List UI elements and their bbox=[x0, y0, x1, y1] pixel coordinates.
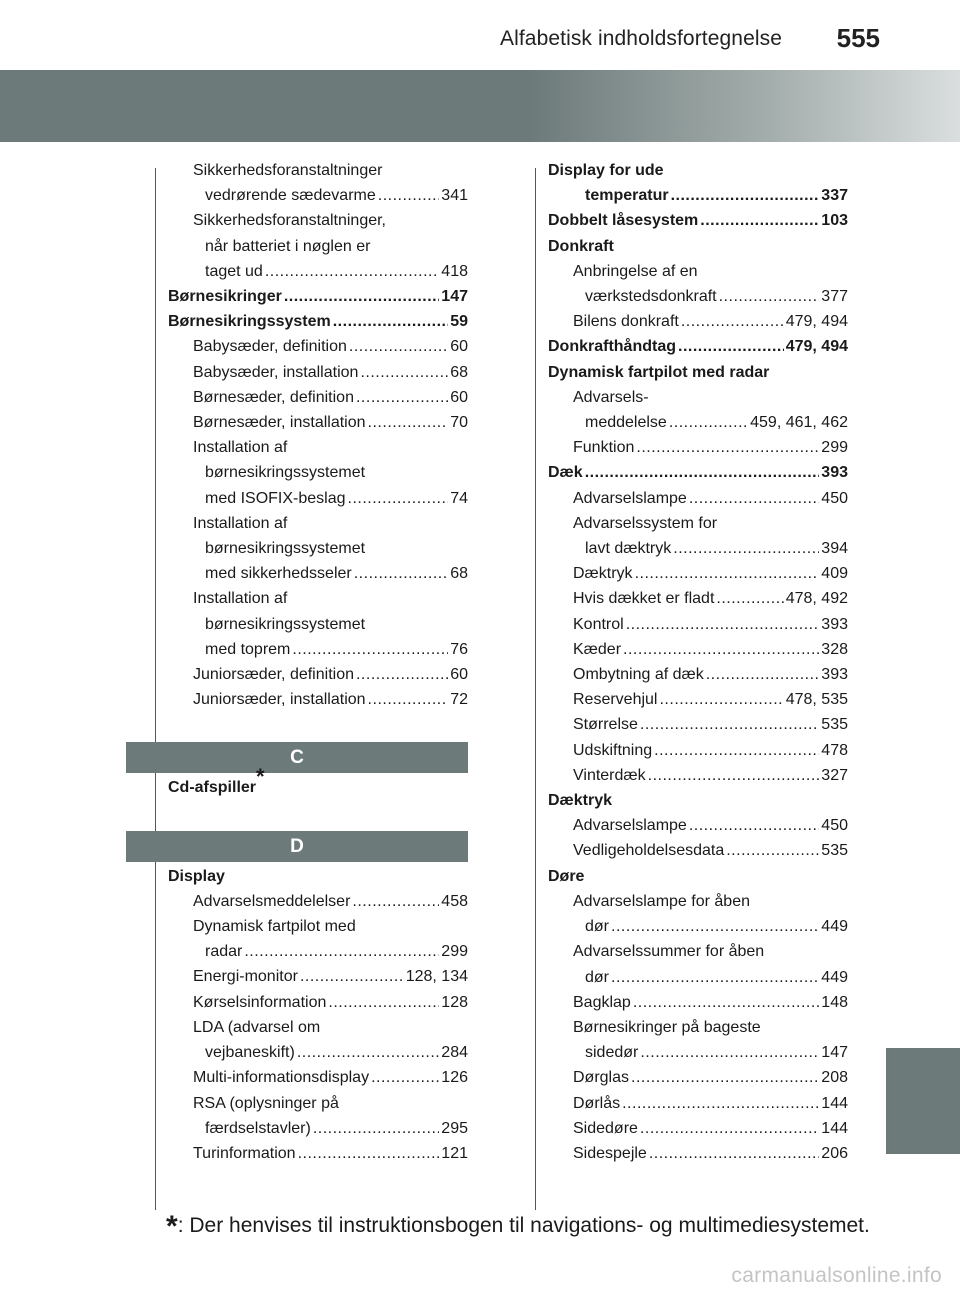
entry-page-ref[interactable]: 59 bbox=[450, 313, 468, 331]
dot-leader bbox=[649, 1141, 819, 1166]
entry-label: Dørlås bbox=[573, 1094, 621, 1112]
index-entry[interactable] bbox=[168, 1116, 468, 1141]
entry-label: LDA (advarsel om bbox=[193, 1018, 321, 1036]
entry-page-ref[interactable]: 103 bbox=[821, 212, 848, 230]
entry-label: Børnesikringer bbox=[168, 288, 282, 306]
entry-label: Advarselslampe for åben bbox=[573, 892, 750, 910]
entry-label: Display bbox=[168, 867, 225, 885]
entry-page-ref[interactable]: 393 bbox=[821, 666, 848, 684]
index-entry[interactable] bbox=[168, 687, 468, 712]
index-entry[interactable] bbox=[168, 410, 468, 435]
thumb-index-tab bbox=[886, 1048, 960, 1154]
entry-label: Børnesæder, installation bbox=[193, 414, 366, 432]
entry-page-ref[interactable]: 449 bbox=[821, 968, 848, 986]
entry-page-ref[interactable]: 72 bbox=[450, 691, 468, 709]
dot-leader bbox=[611, 965, 819, 990]
dot-leader bbox=[626, 612, 820, 637]
entry-page-ref[interactable]: 377 bbox=[821, 288, 848, 306]
entry-label: Installation af bbox=[193, 514, 288, 532]
index-entry[interactable] bbox=[548, 1141, 848, 1166]
entry-page-ref[interactable]: 479, 494 bbox=[785, 338, 848, 356]
entry-page-ref[interactable]: 418 bbox=[441, 262, 468, 280]
header-title: Alfabetisk indholdsfortegnelse bbox=[499, 27, 782, 50]
index-entry bbox=[168, 586, 468, 611]
index-entry bbox=[548, 864, 848, 889]
index-entry[interactable] bbox=[548, 561, 848, 586]
entry-label: vedrørende sædevarme bbox=[205, 187, 376, 205]
entry-label: vejbaneskift) bbox=[205, 1044, 295, 1062]
entry-label: Børnesikringer på bageste bbox=[573, 1018, 761, 1036]
index-entry[interactable] bbox=[168, 309, 468, 334]
dot-leader bbox=[297, 1040, 439, 1065]
index-entry[interactable] bbox=[168, 1040, 468, 1065]
index-entry[interactable] bbox=[548, 435, 848, 460]
entry-page-ref[interactable]: 148 bbox=[821, 993, 848, 1011]
entry-label: Dynamisk fartpilot med bbox=[193, 918, 356, 936]
entry-label: Sidedøre bbox=[573, 1119, 638, 1137]
index-entry[interactable] bbox=[168, 1065, 468, 1090]
footnote bbox=[166, 1206, 870, 1243]
dot-leader bbox=[313, 1116, 439, 1141]
entry-page-ref[interactable]: 449 bbox=[821, 918, 848, 936]
entry-label: meddelelse bbox=[585, 414, 667, 432]
entry-label: Donkraft bbox=[548, 237, 614, 255]
dot-leader bbox=[689, 486, 819, 511]
entry-label: værkstedsdonkraft bbox=[585, 288, 717, 306]
index-entry[interactable] bbox=[168, 284, 468, 309]
dot-leader bbox=[706, 662, 820, 687]
entry-label: Dynamisk fartpilot med radar bbox=[548, 363, 770, 381]
dot-leader bbox=[348, 486, 449, 511]
dot-leader bbox=[681, 309, 784, 334]
dot-leader bbox=[678, 334, 784, 359]
page-number: 555 bbox=[836, 23, 880, 53]
entry-label: radar bbox=[205, 943, 243, 961]
entry-label: temperatur bbox=[585, 187, 669, 205]
index-entry bbox=[168, 208, 468, 233]
entry-label: Advarselslampe bbox=[573, 817, 687, 835]
entry-page-ref[interactable]: 70 bbox=[450, 414, 468, 432]
entry-page-ref[interactable]: 60 bbox=[450, 666, 468, 684]
entry-label: børnesikringssystemet bbox=[205, 464, 366, 482]
entry-label: Bilens donkraft bbox=[573, 313, 679, 331]
index-entry[interactable] bbox=[548, 208, 848, 233]
entry-page-ref[interactable]: 144 bbox=[821, 1119, 848, 1137]
dot-leader bbox=[352, 889, 439, 914]
entry-page-ref[interactable]: 295 bbox=[441, 1119, 468, 1137]
index-entry bbox=[168, 536, 468, 561]
footnote-text: : Der henvises til instruktionsbogen til navigations- og multimediesystemet. bbox=[177, 1214, 870, 1237]
entry-label: Advarselssummer for åben bbox=[573, 943, 765, 961]
index-entry bbox=[548, 385, 848, 410]
entry-page-ref[interactable]: 299 bbox=[821, 439, 848, 457]
index-entry[interactable] bbox=[168, 334, 468, 359]
entry-page-ref[interactable]: 147 bbox=[441, 288, 468, 306]
entry-page-ref[interactable]: 144 bbox=[821, 1094, 848, 1112]
entry-page-ref[interactable]: 394 bbox=[821, 540, 848, 558]
dot-leader bbox=[300, 964, 404, 989]
dot-leader bbox=[636, 435, 819, 460]
entry-label: Udskiftning bbox=[573, 741, 653, 759]
entry-page-ref[interactable]: 284 bbox=[441, 1044, 468, 1062]
index-entry[interactable] bbox=[168, 486, 468, 511]
entry-label: med ISOFIX-beslag bbox=[205, 489, 346, 507]
entry-label: Sidespejle bbox=[573, 1144, 647, 1162]
dot-leader bbox=[356, 662, 448, 687]
entry-page-ref[interactable]: 327 bbox=[821, 766, 848, 784]
entry-page-ref[interactable]: 393 bbox=[821, 464, 848, 482]
index-entry[interactable] bbox=[548, 990, 848, 1015]
index-entry[interactable] bbox=[548, 309, 848, 334]
dot-leader bbox=[700, 208, 819, 233]
dot-leader bbox=[719, 284, 820, 309]
dot-leader bbox=[669, 410, 748, 435]
left-column-rule bbox=[155, 168, 156, 1210]
entry-page-ref[interactable]: 478, 535 bbox=[785, 691, 848, 709]
index-entry[interactable] bbox=[168, 990, 468, 1015]
index-entry[interactable] bbox=[548, 1065, 848, 1090]
dot-leader bbox=[631, 1065, 819, 1090]
index-entry bbox=[548, 939, 848, 964]
index-entry[interactable] bbox=[548, 662, 848, 687]
entry-label: Turinformation bbox=[193, 1144, 296, 1162]
index-entry[interactable] bbox=[548, 334, 848, 359]
index-entry[interactable] bbox=[548, 838, 848, 863]
entry-label: Babysæder, definition bbox=[193, 338, 347, 356]
index-entry[interactable] bbox=[548, 1040, 848, 1065]
entry-page-ref[interactable]: 337 bbox=[821, 187, 848, 205]
entry-page-ref[interactable]: 299 bbox=[441, 943, 468, 961]
index-entry[interactable] bbox=[548, 612, 848, 637]
entry-label: Display for ude bbox=[548, 162, 664, 179]
entry-label: Donkrafthåndtag bbox=[548, 338, 676, 356]
dot-leader bbox=[716, 586, 783, 611]
entry-page-ref[interactable]: 126 bbox=[441, 1069, 468, 1087]
index-entry bbox=[168, 612, 468, 637]
dot-leader bbox=[623, 637, 819, 662]
entry-label: Ombytning af dæk bbox=[573, 666, 704, 684]
entry-label: Reservehjul bbox=[573, 691, 658, 709]
dot-leader bbox=[284, 284, 439, 309]
dot-leader bbox=[354, 561, 448, 586]
index-entry[interactable] bbox=[548, 536, 848, 561]
entry-label: Kæder bbox=[573, 640, 622, 658]
page-header bbox=[0, 0, 960, 70]
header-band bbox=[0, 70, 960, 142]
index-entry[interactable] bbox=[168, 764, 468, 800]
entry-page-ref[interactable]: 341 bbox=[441, 187, 468, 205]
dot-leader bbox=[640, 712, 819, 737]
dot-leader bbox=[585, 460, 820, 485]
dot-leader bbox=[378, 183, 440, 208]
index-entry[interactable] bbox=[548, 763, 848, 788]
dot-leader bbox=[244, 939, 439, 964]
index-entry[interactable] bbox=[168, 889, 468, 914]
index-entry bbox=[168, 1091, 468, 1116]
index-entry[interactable] bbox=[168, 360, 468, 385]
index-entry bbox=[168, 864, 468, 889]
dot-leader bbox=[654, 738, 819, 763]
index-entry[interactable] bbox=[168, 637, 468, 662]
section-d-entries bbox=[168, 864, 468, 1166]
entry-label: når batteriet i nøglen er bbox=[205, 237, 371, 255]
entry-label: børnesikringssystemet bbox=[205, 615, 366, 633]
index-entry[interactable] bbox=[548, 183, 848, 208]
entry-label: sidedør bbox=[585, 1044, 639, 1062]
dot-leader bbox=[298, 1141, 440, 1166]
entry-label: Multi-informationsdisplay bbox=[193, 1069, 370, 1087]
entry-label: Bagklap bbox=[573, 993, 631, 1011]
entry-page-ref[interactable]: 128, 134 bbox=[405, 968, 468, 986]
entry-page-ref[interactable]: 68 bbox=[450, 363, 468, 381]
dot-leader bbox=[648, 763, 820, 788]
entry-page-ref[interactable]: 479, 494 bbox=[785, 313, 848, 331]
entry-label: lavt dæktryk bbox=[585, 540, 672, 558]
index-entry bbox=[548, 1015, 848, 1040]
dot-leader bbox=[633, 990, 819, 1015]
dot-leader bbox=[635, 561, 820, 586]
entry-label: Advarselsmeddelelser bbox=[193, 892, 351, 910]
entry-label: børnesikringssystemet bbox=[205, 540, 366, 558]
entry-label: Dæktryk bbox=[548, 792, 613, 810]
dot-leader bbox=[349, 334, 448, 359]
entry-page-ref[interactable]: 450 bbox=[821, 817, 848, 835]
left-entries bbox=[168, 158, 468, 712]
entry-label: med sikkerhedsseler bbox=[205, 565, 352, 583]
dot-leader bbox=[673, 536, 819, 561]
dot-leader bbox=[611, 914, 819, 939]
index-entry[interactable] bbox=[548, 486, 848, 511]
entry-label: Sikkerhedsforanstaltninger bbox=[193, 162, 383, 179]
entry-label: færdselstavler) bbox=[205, 1119, 311, 1137]
entry-label: dør bbox=[585, 918, 609, 936]
entry-label: Advarselslampe bbox=[573, 489, 687, 507]
entry-page-ref[interactable]: 208 bbox=[821, 1069, 848, 1087]
entry-page-ref[interactable]: 121 bbox=[441, 1144, 468, 1162]
entry-label: Funktion bbox=[573, 439, 635, 457]
dot-leader bbox=[640, 1040, 819, 1065]
entry-label: med toprem bbox=[205, 640, 291, 658]
index-entry bbox=[168, 1015, 468, 1040]
index-entry[interactable] bbox=[548, 813, 848, 838]
index-entry[interactable] bbox=[548, 914, 848, 939]
entry-label: taget ud bbox=[205, 262, 263, 280]
dot-leader bbox=[292, 637, 448, 662]
dot-leader bbox=[671, 183, 820, 208]
entry-page-ref[interactable]: 478, 492 bbox=[785, 590, 848, 608]
entry-label: Størrelse bbox=[573, 716, 638, 734]
entry-page-ref[interactable]: 535 bbox=[821, 842, 848, 860]
entry-label: Dørglas bbox=[573, 1069, 630, 1087]
dot-leader bbox=[333, 309, 448, 334]
index-entry bbox=[548, 234, 848, 259]
entry-page-ref[interactable]: 60 bbox=[450, 338, 468, 356]
entry-page-ref[interactable]: 535 bbox=[821, 716, 848, 734]
entry-page-ref[interactable]: 409 bbox=[821, 565, 848, 583]
dot-leader bbox=[368, 687, 449, 712]
index-entry[interactable] bbox=[168, 939, 468, 964]
entry-label: Anbringelse af en bbox=[573, 262, 698, 280]
index-entry bbox=[168, 511, 468, 536]
entry-label: RSA (oplysninger på bbox=[193, 1094, 339, 1112]
entry-label: Kontrol bbox=[573, 615, 624, 633]
index-entry[interactable] bbox=[548, 410, 848, 435]
index-entry bbox=[548, 511, 848, 536]
entry-page-ref[interactable]: 478 bbox=[821, 741, 848, 759]
entry-page-ref[interactable]: 458 bbox=[441, 892, 468, 910]
entry-page-ref[interactable]: 128 bbox=[441, 993, 468, 1011]
footnote-star: * bbox=[166, 1210, 178, 1243]
right-column-rule bbox=[535, 168, 536, 1210]
footnote-marker: * bbox=[256, 764, 265, 790]
entry-page-ref[interactable]: 76 bbox=[450, 640, 468, 658]
entry-page-ref[interactable]: 206 bbox=[821, 1144, 848, 1162]
index-entry[interactable] bbox=[548, 637, 848, 662]
entry-label: Installation af bbox=[193, 439, 288, 457]
entry-label: Energi-monitor bbox=[193, 968, 298, 986]
dot-leader bbox=[689, 813, 819, 838]
entry-label: Cd-afspiller* bbox=[168, 764, 265, 797]
index-entry[interactable] bbox=[168, 259, 468, 284]
entry-label: Advarselssystem for bbox=[573, 514, 718, 532]
entry-label: Juniorsæder, installation bbox=[193, 691, 366, 709]
index-entry bbox=[548, 788, 848, 813]
section-header-d: D bbox=[126, 831, 468, 862]
entry-label: Dæk bbox=[548, 464, 583, 482]
dot-leader bbox=[368, 410, 449, 435]
index-entry[interactable] bbox=[548, 738, 848, 763]
entry-page-ref[interactable]: 459, 461, 462 bbox=[750, 414, 848, 432]
entry-label: Børnesæder, definition bbox=[193, 388, 354, 406]
index-entry bbox=[168, 460, 468, 485]
entry-page-ref[interactable]: 328 bbox=[821, 640, 848, 658]
entry-page-ref[interactable]: 60 bbox=[450, 388, 468, 406]
right-entries bbox=[548, 158, 848, 1166]
entry-label: Juniorsæder, definition bbox=[193, 666, 354, 684]
index-entry[interactable] bbox=[548, 712, 848, 737]
index-entry bbox=[548, 158, 848, 183]
index-entry bbox=[168, 435, 468, 460]
index-entry[interactable] bbox=[168, 964, 468, 989]
entry-page-ref[interactable]: 74 bbox=[450, 489, 468, 507]
index-entry[interactable] bbox=[168, 662, 468, 687]
section-header-c: C bbox=[126, 742, 468, 773]
index-entry[interactable] bbox=[548, 1091, 848, 1116]
watermark: carmanualsonline.info bbox=[731, 1264, 942, 1287]
entry-label: dør bbox=[585, 968, 609, 986]
dot-leader bbox=[659, 687, 783, 712]
dot-leader bbox=[356, 385, 448, 410]
index-entry[interactable] bbox=[168, 1141, 468, 1166]
entry-label: Vinterdæk bbox=[573, 766, 646, 784]
index-entry[interactable] bbox=[548, 460, 848, 485]
index-entry bbox=[548, 360, 848, 385]
index-entry bbox=[168, 914, 468, 939]
entry-page-ref[interactable]: 147 bbox=[821, 1044, 848, 1062]
index-entry bbox=[548, 889, 848, 914]
entry-label: Børnesikringssystem bbox=[168, 313, 331, 331]
entry-page-ref[interactable]: 393 bbox=[821, 615, 848, 633]
index-entry[interactable] bbox=[168, 561, 468, 586]
dot-leader bbox=[371, 1065, 439, 1090]
index-entry[interactable] bbox=[548, 965, 848, 990]
dot-leader bbox=[328, 990, 439, 1015]
index-entry[interactable] bbox=[548, 687, 848, 712]
entry-label: Sikkerhedsforanstaltninger, bbox=[193, 212, 386, 230]
index-entry[interactable] bbox=[548, 586, 848, 611]
index-entry[interactable] bbox=[168, 385, 468, 410]
index-entry[interactable] bbox=[548, 1116, 848, 1141]
index-entry[interactable] bbox=[168, 183, 468, 208]
entry-label: Babysæder, installation bbox=[193, 363, 359, 381]
entry-label: Dæktryk bbox=[573, 565, 633, 583]
dot-leader bbox=[265, 259, 439, 284]
entry-page-ref[interactable]: 450 bbox=[821, 489, 848, 507]
index-entry bbox=[168, 158, 468, 183]
entry-label: Dobbelt låsesystem bbox=[548, 212, 699, 230]
index-entry[interactable] bbox=[548, 284, 848, 309]
index-column-left bbox=[168, 158, 468, 1166]
entry-label: Kørselsinformation bbox=[193, 993, 327, 1011]
entry-label: Installation af bbox=[193, 590, 288, 608]
entry-label: Hvis dækket er fladt bbox=[573, 590, 715, 608]
dot-leader bbox=[622, 1091, 819, 1116]
entry-label: Vedligeholdelsesdata bbox=[573, 842, 725, 860]
entry-page-ref[interactable]: 68 bbox=[450, 565, 468, 583]
dot-leader bbox=[726, 838, 819, 863]
index-entry bbox=[548, 259, 848, 284]
entry-label: Advarsels- bbox=[573, 388, 649, 406]
index-column-right bbox=[548, 158, 848, 1166]
index-entry bbox=[168, 234, 468, 259]
dot-leader bbox=[640, 1116, 819, 1141]
dot-leader bbox=[360, 360, 448, 385]
entry-label: Døre bbox=[548, 867, 585, 885]
